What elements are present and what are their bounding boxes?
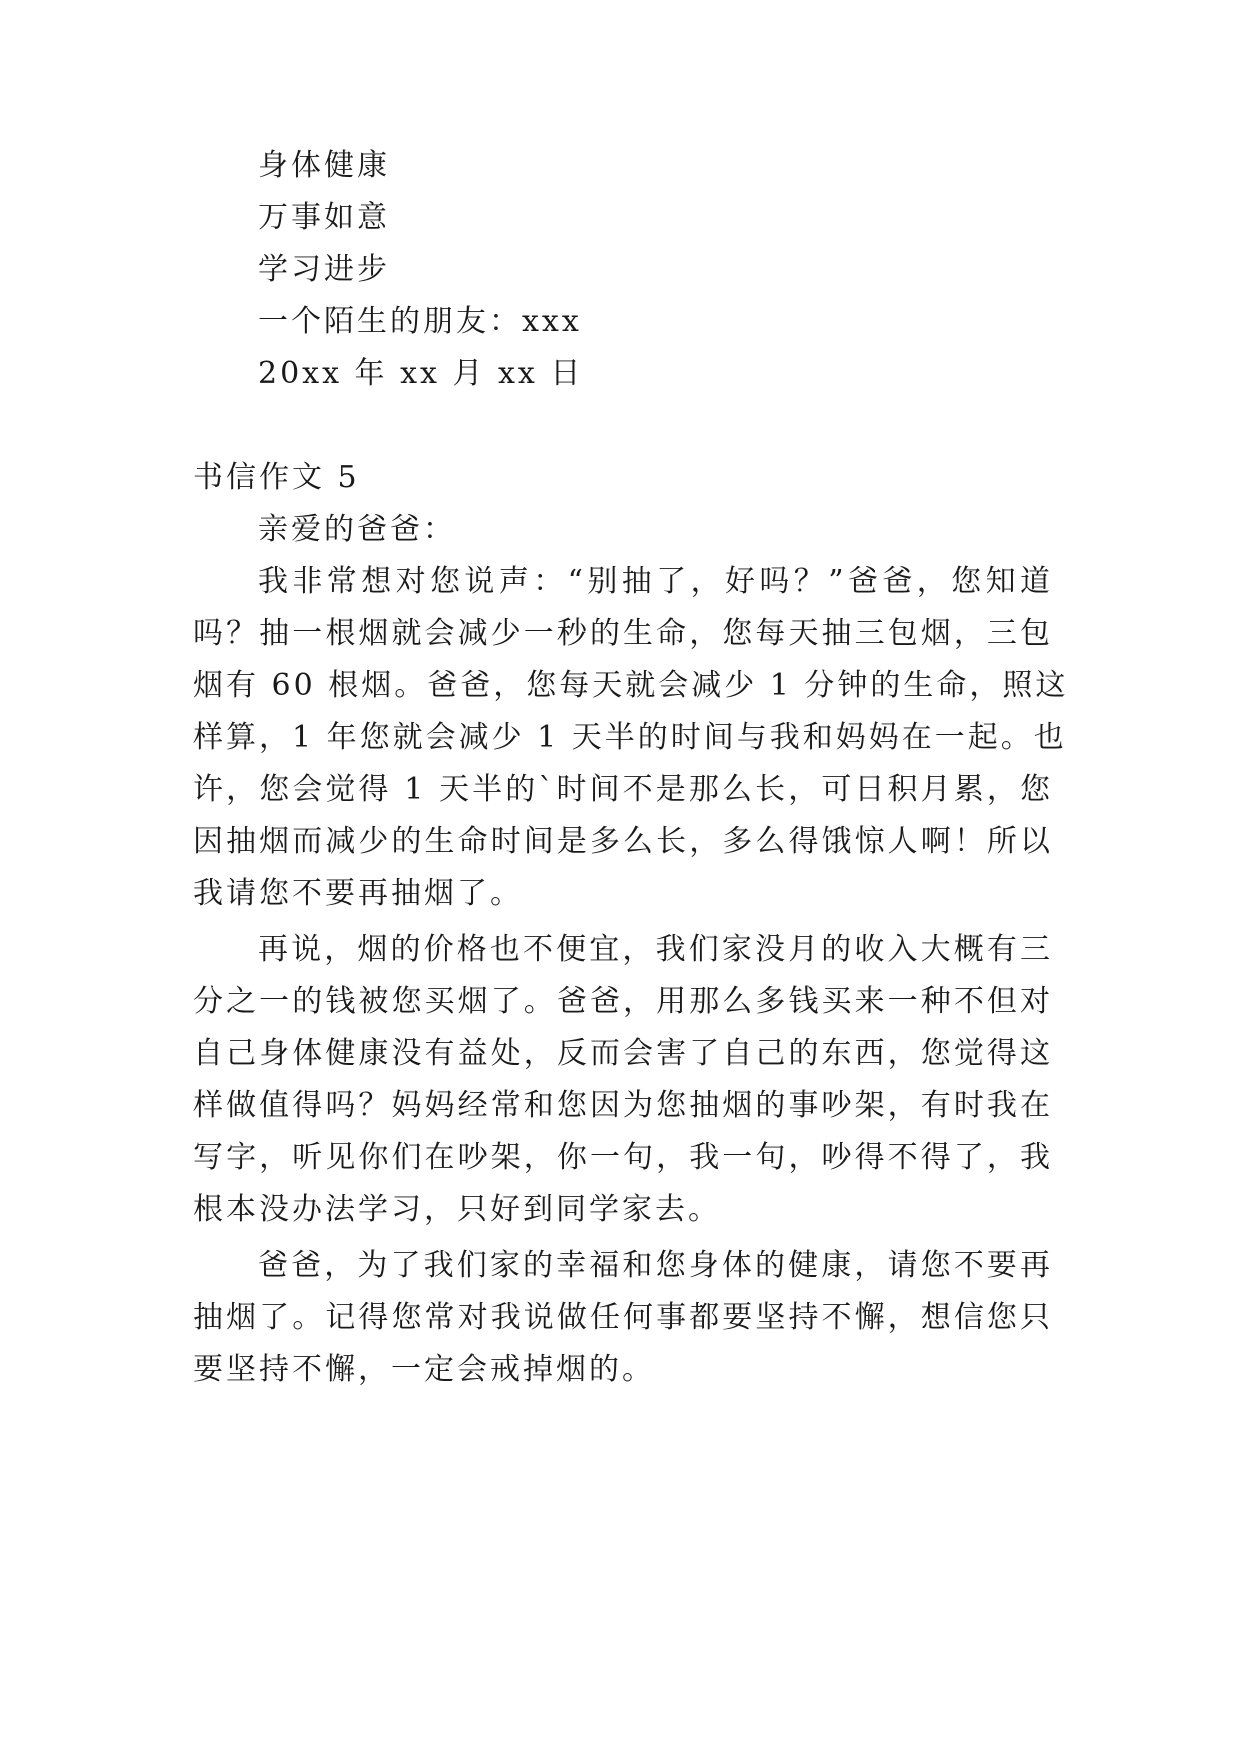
closing-wish-health: 身体健康	[258, 148, 390, 183]
paragraph-2-line: 分之一的钱被您买烟了。爸爸，用那么多钱买来一种不但对	[193, 984, 1053, 1019]
paragraph-3-line: 爸爸，为了我们家的幸福和您身体的健康，请您不要再	[258, 1248, 1053, 1283]
paragraph-2-line: 根本没办法学习，只好到同学家去。	[193, 1192, 721, 1227]
paragraph-2-line: 写字，听见你们在吵架，你一句，我一句，吵得不得了，我	[193, 1140, 1053, 1175]
paragraph-1-line: 因抽烟而减少的生命时间是多么长，多么得饿惊人啊！所以	[193, 824, 1053, 859]
paragraph-1-line: 许，您会觉得 1 天半的`时间不是那么长，可日积月累，您	[193, 772, 1053, 807]
closing-wish-fortune: 万事如意	[258, 200, 390, 235]
paragraph-2-line: 样做值得吗？妈妈经常和您因为您抽烟的事吵架，有时我在	[193, 1088, 1053, 1123]
paragraph-1-line: 样算，1 年您就会减少 1 天半的时间与我和妈妈在一起。也	[193, 720, 1067, 755]
letter-heading: 书信作文 5	[193, 460, 360, 495]
paragraph-3-line: 抽烟了。记得您常对我说做任何事都要坚持不懈，想信您只	[193, 1300, 1053, 1335]
closing-signature: 一个陌生的朋友：xxx	[258, 304, 582, 339]
paragraph-2-line: 自己身体健康没有益处，反而会害了自己的东西，您觉得这	[193, 1036, 1053, 1071]
paragraph-1-line: 烟有 60 根烟。爸爸，您每天就会减少 1 分钟的生命，照这	[193, 668, 1069, 703]
paragraph-1-line: 吗？抽一根烟就会减少一秒的生命，您每天抽三包烟，三包	[193, 616, 1053, 651]
paragraph-1-line: 我非常想对您说声：“别抽了，好吗？”爸爸，您知道	[258, 564, 1053, 599]
paragraph-2-line: 再说，烟的价格也不便宜，我们家没月的收入大概有三	[258, 932, 1053, 967]
closing-date: 20xx 年 xx 月 xx 日	[258, 356, 584, 391]
paragraph-1-line: 我请您不要再抽烟了。	[193, 876, 523, 911]
closing-wish-study: 学习进步	[258, 252, 390, 287]
paragraph-3-line: 要坚持不懈，一定会戒掉烟的。	[193, 1352, 655, 1387]
letter-salutation: 亲爱的爸爸：	[258, 512, 456, 547]
